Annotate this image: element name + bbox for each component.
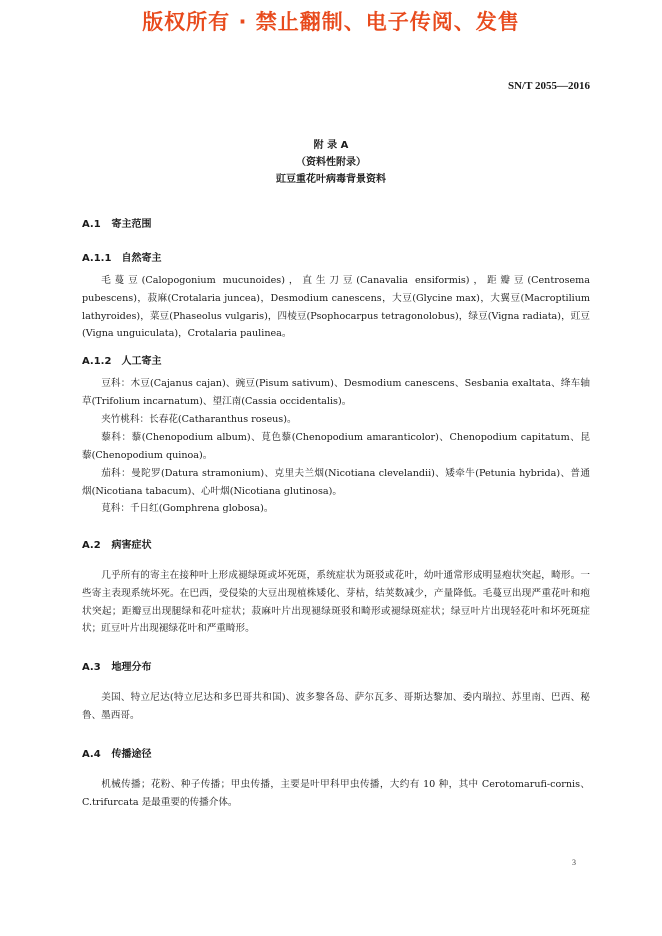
artificial-hosts-solanaceae: 茄科：曼陀罗(Datura stramonium)、克里夫兰烟(Nicotiana clevelandii)、矮牵牛(Petunia hybrida)、普通烟(Nicotiana tabacum)、心叶烟(Nicotiana glutinosa)。	[82, 468, 590, 497]
natural-hosts-paragraph: 毛蔓豆(Calopogonium mucunoides)，直生刀豆(Canavalia ensiformis)，距瓣豆(Centrosema pubescens)，菽麻(Crotalaria juncea)，Desmodium canescens，大豆(Glycine max)，大翼豆(Macroptilium lathyroides)，菜豆(Phaseolus vulgaris)，四棱豆(Psophocarpus tetragonolobus)，绿豆(Vigna radiata)，豇豆(Vigna unguiculata)，Crotalaria paulinea。	[82, 275, 590, 340]
section-a12-heading	[82, 352, 590, 367]
section-number: A.1.1	[82, 253, 112, 264]
section-number: A.1	[82, 219, 101, 230]
copyright-watermark: 版权所有 · 禁止翻制、电子传阅、发售	[142, 10, 520, 34]
appendix-heading	[0, 137, 662, 188]
section-number: A.4	[82, 749, 101, 760]
section-title: 传播途径	[111, 749, 152, 760]
section-a1-heading	[82, 215, 590, 230]
section-number: A.3	[82, 662, 101, 673]
document-number: SN/T 2055—2016	[507, 80, 590, 92]
section-title: 寄主范围	[111, 219, 152, 230]
page-number: 3	[572, 858, 576, 867]
distribution-paragraph: 美国、特立尼达(特立尼达和多巴哥共和国)、波多黎各岛、萨尔瓦多、哥斯达黎加、委内瑞拉、苏里南、巴西、秘鲁、墨西哥。	[82, 692, 590, 721]
appendix-note: （资料性附录）	[296, 157, 366, 168]
section-title: 地理分布	[111, 662, 152, 673]
section-a4-heading	[82, 745, 590, 760]
section-a2-heading	[82, 536, 590, 551]
section-title: 病害症状	[111, 540, 152, 551]
appendix-title: 附 录 A	[313, 140, 349, 151]
section-title: 人工寄主	[121, 356, 162, 367]
artificial-hosts-legume: 豆科：木豆(Cajanus cajan)、豌豆(Pisum sativum)、Desmodium canescens、Sesbania exaltata、绛车轴草(Trifolium incarnatum)、望江南(Cassia occidentalis)。	[82, 378, 590, 407]
artificial-hosts-amaranth: 莧科：千日红(Gomphrena globosa)。	[101, 503, 274, 514]
section-a3-heading	[82, 658, 590, 673]
section-number: A.1.2	[82, 356, 112, 367]
section-title: 自然寄主	[121, 253, 162, 264]
artificial-hosts-chenopod: 藜科：藜(Chenopodium album)、莧色藜(Chenopodium amaranticolor)、Chenopodium capitatum、昆藜(Chenopodium quinoa)。	[82, 432, 590, 461]
transmission-paragraph: 机械传播；花粉、种子传播；甲虫传播，主要是叶甲科甲虫传播，大约有 10 种，其中 Cerotomarufi-cornis、C.trifurcata 是最重要的传播介体。	[82, 779, 590, 808]
symptoms-paragraph: 几乎所有的寄主在接种叶上形成褪绿斑或坏死斑，系统症状为斑驳或花叶，幼叶通常形成明显疱状突起，畸形。一些寄主表现系统坏死。在巴西，受侵染的大豆出现植株矮化、芽枯，结荚数减少，产量降低。毛蔓豆出现严重花叶和疱状突起；距瓣豆出现腿绿和花叶症状；菽麻叶片出现褪绿斑驳和畸形或褪绿斑症状；绿豆叶片出现轻花叶和坏死斑症状；豇豆叶片出现褪绿花叶和严重畸形。	[82, 570, 590, 635]
section-a11-heading	[82, 249, 590, 264]
artificial-hosts-apocynaceae: 夹竹桃科：长春花(Catharanthus roseus)。	[101, 414, 297, 425]
appendix-subtitle: 豇豆重花叶病毒背景资料	[276, 174, 386, 185]
section-number: A.2	[82, 540, 101, 551]
